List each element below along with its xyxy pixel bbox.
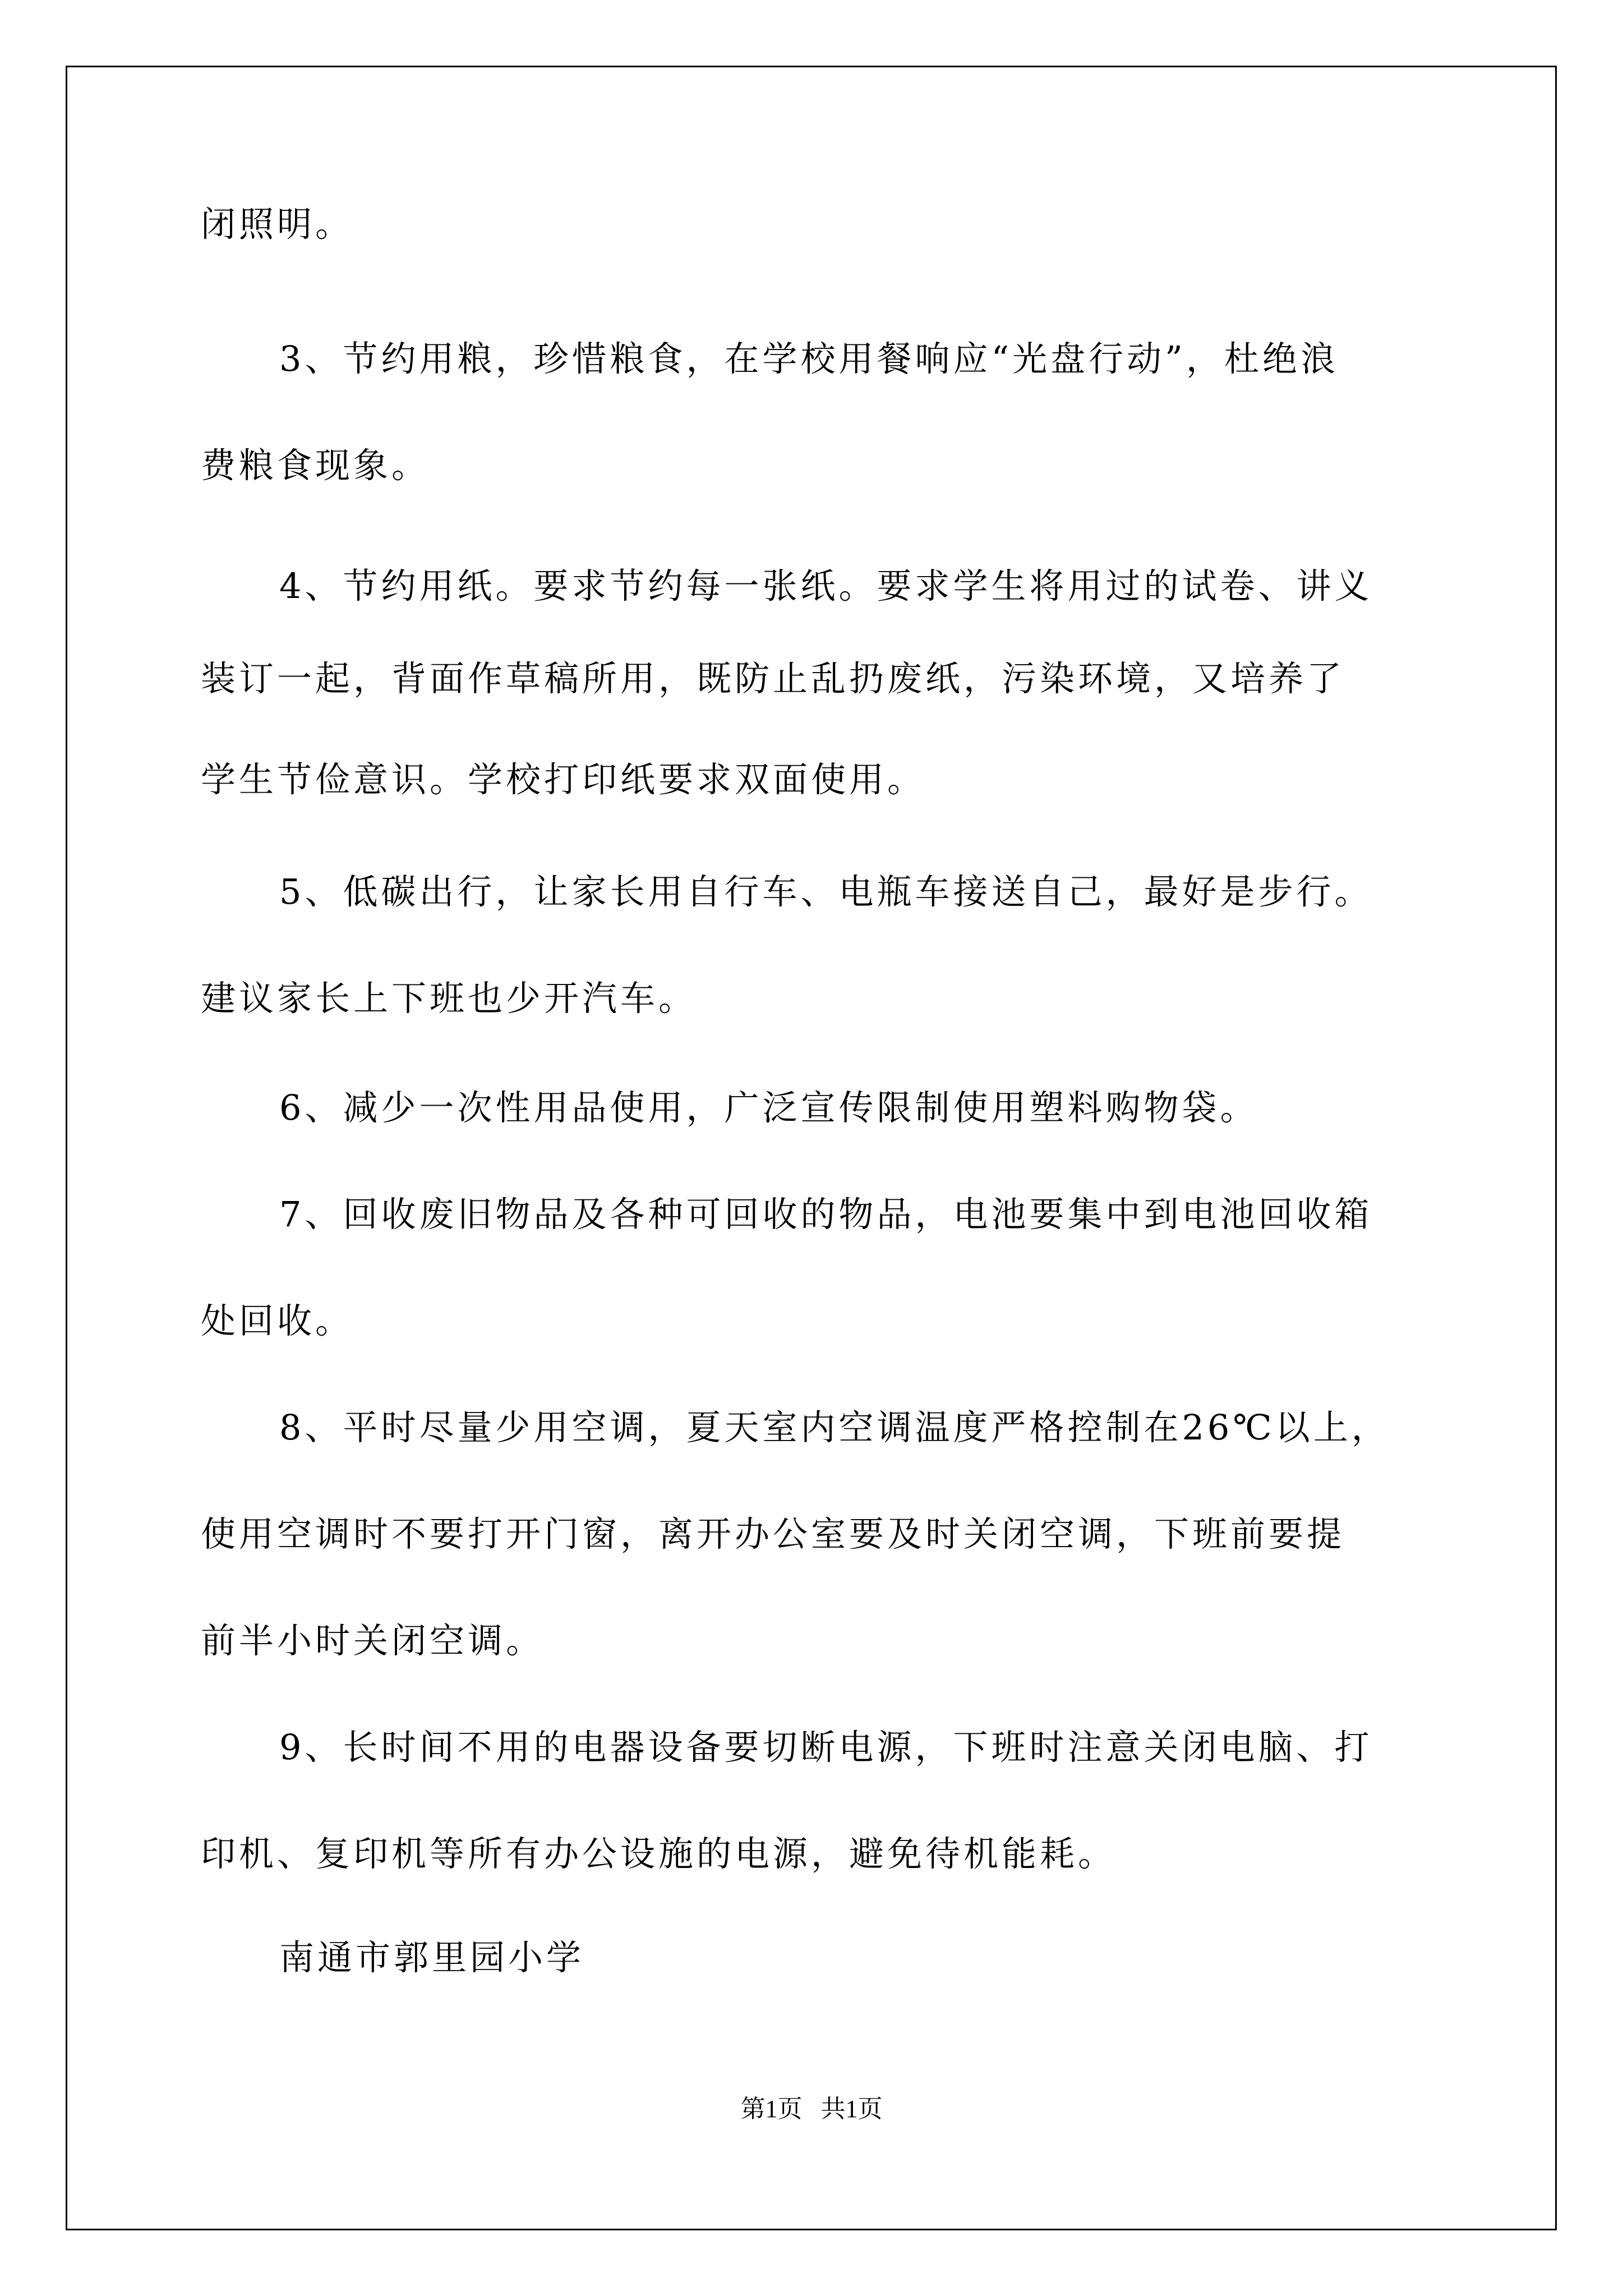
text-line: 印机、复印机等所有办公设施的电源，避免待机能耗。: [201, 1833, 1117, 1874]
text-line: 使用空调时不要打开门窗，离开办公室要及时关闭空调，下班前要提: [201, 1513, 1345, 1554]
text-line: 处回收。: [201, 1300, 354, 1341]
text-line: 7、回收废旧物品及各种可回收的物品，电池要集中到电池回收箱: [279, 1194, 1373, 1235]
text-line: 费粮食现象。: [201, 445, 430, 486]
text-line: 装订一起，背面作草稿所用，既防止乱扔废纸，污染环境，又培养了: [201, 658, 1345, 699]
text-line: 9、长时间不用的电器设备要切断电源，下班时注意关闭电脑、打: [279, 1727, 1373, 1768]
text-line: 闭照明。: [201, 204, 354, 245]
page-border: [66, 66, 1557, 2230]
text-line: 学生节俭意识。学校打印纸要求双面使用。: [201, 759, 926, 800]
text-line: 前半小时关闭空调。: [201, 1620, 545, 1661]
page-footer: 第1页 共1页: [740, 2095, 883, 2123]
text-line: 6、减少一次性用品使用，广泛宣传限制使用塑料购物袋。: [279, 1087, 1258, 1128]
text-line: 8、平时尽量少用空调，夏天室内空调温度严格控制在26℃以上，: [279, 1407, 1390, 1448]
text-line: 建议家长上下班也少开汽车。: [201, 978, 697, 1019]
text-line: 5、低碳出行，让家长用自行车、电瓶车接送自己，最好是步行。: [279, 871, 1373, 912]
signature-line: 南通市郭里园小学: [279, 1937, 585, 1978]
text-line: 3、节约用粮，珍惜粮食，在学校用餐响应“光盘行动”，杜绝浪: [279, 338, 1339, 379]
text-line: 4、节约用纸。要求节约每一张纸。要求学生将用过的试卷、讲义: [279, 565, 1373, 606]
